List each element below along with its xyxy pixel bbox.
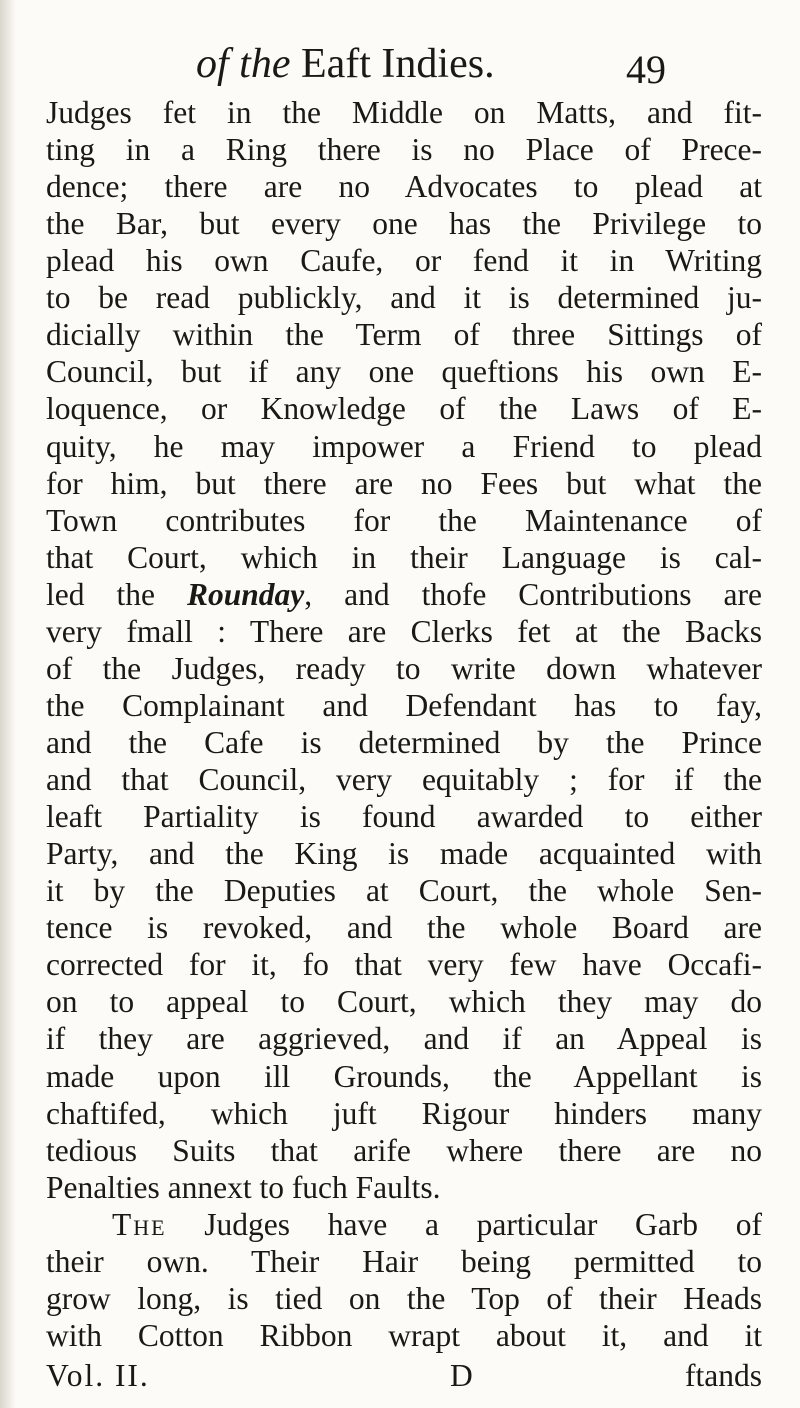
text-line: with Cotton Ribbon wrapt about it, and it xyxy=(46,1317,762,1353)
text-line: corrected for it, fo that very few have Occafi- xyxy=(46,947,762,983)
text-line: the Bar, but every one has the Privilege to xyxy=(46,206,762,242)
text-line: Party, and the King is made acquainted with xyxy=(46,836,762,872)
text-line: that Court, which in their Language is cal- xyxy=(46,539,762,575)
text-line: dicially within the Term of three Sittings of xyxy=(46,317,762,353)
text-line: tedious Suits that arife where there are no xyxy=(46,1132,762,1168)
text-line: grow long, is tied on the Top of their Heads xyxy=(46,1280,762,1316)
text-line: leaft Partiality is found awarded to either xyxy=(46,799,762,835)
paragraph-start-line xyxy=(112,1206,762,1243)
page-gutter-shadow xyxy=(0,0,16,1408)
catchword: ftands xyxy=(685,1358,762,1393)
text-line: tence is revoked, and the whole Board are xyxy=(46,910,762,946)
text-run: , and thofe Contributions are xyxy=(304,576,762,612)
text-run: led the xyxy=(46,576,187,612)
text-line xyxy=(46,576,762,613)
text-line: on to appeal to Court, which they may do xyxy=(46,984,762,1020)
header-title: Eaft Indies. xyxy=(300,41,495,87)
text-line: it by the Deputies at Court, the whole Sen- xyxy=(46,873,762,909)
volume-mark: Vol. II. xyxy=(46,1358,150,1393)
header-title-italic: of the xyxy=(196,41,291,87)
text-line: very fmall : There are Clerks fet at the Backs xyxy=(46,613,762,649)
text-line: ting in a Ring there is no Place of Prece- xyxy=(46,132,762,168)
small-caps-word: The xyxy=(112,1206,167,1242)
text-line: to be read publickly, and it is determined ju- xyxy=(46,280,762,316)
signature-mark: D xyxy=(450,1358,473,1393)
text-line: dence; there are no Advocates to plead at xyxy=(46,169,762,205)
text-line: Judges fet in the Middle on Matts, and fit- xyxy=(46,95,762,130)
text-line: plead his own Caufe, or fend it in Writing xyxy=(46,243,762,279)
text-line: for him, but there are no Fees but what the xyxy=(46,465,762,501)
text-line: their own. Their Hair being permitted to xyxy=(46,1243,762,1279)
text-line: made upon ill Grounds, the Appellant is xyxy=(46,1058,762,1094)
text-line: Town contributes for the Maintenance of xyxy=(46,502,762,538)
italic-term: Rounday xyxy=(186,576,305,612)
text-line: and that Council, very equitably ; for if the xyxy=(46,762,762,798)
text-line: chaftifed, which juft Rigour hinders many xyxy=(46,1095,762,1131)
paragraph-end-line: Penalties annext to fuch Faults. xyxy=(46,1169,441,1205)
text-line: quity, he may impower a Friend to plead xyxy=(46,428,762,464)
page-footer xyxy=(46,1356,762,1396)
text-line: if they are aggrieved, and if an Appeal is xyxy=(46,1021,762,1057)
text-line: the Complainant and Defendant has to fay, xyxy=(46,687,762,723)
text-line: Council, but if any one queftions his own E- xyxy=(46,354,762,390)
page-number: 49 xyxy=(626,47,666,92)
running-header xyxy=(196,34,666,94)
text-line: of the Judges, ready to write down whatever xyxy=(46,650,762,686)
text-line: and the Cafe is determined by the Prince xyxy=(46,725,762,760)
text-run: Judges have a particular Garb of xyxy=(166,1206,762,1242)
text-line: loquence, or Knowledge of the Laws of E- xyxy=(46,391,762,427)
